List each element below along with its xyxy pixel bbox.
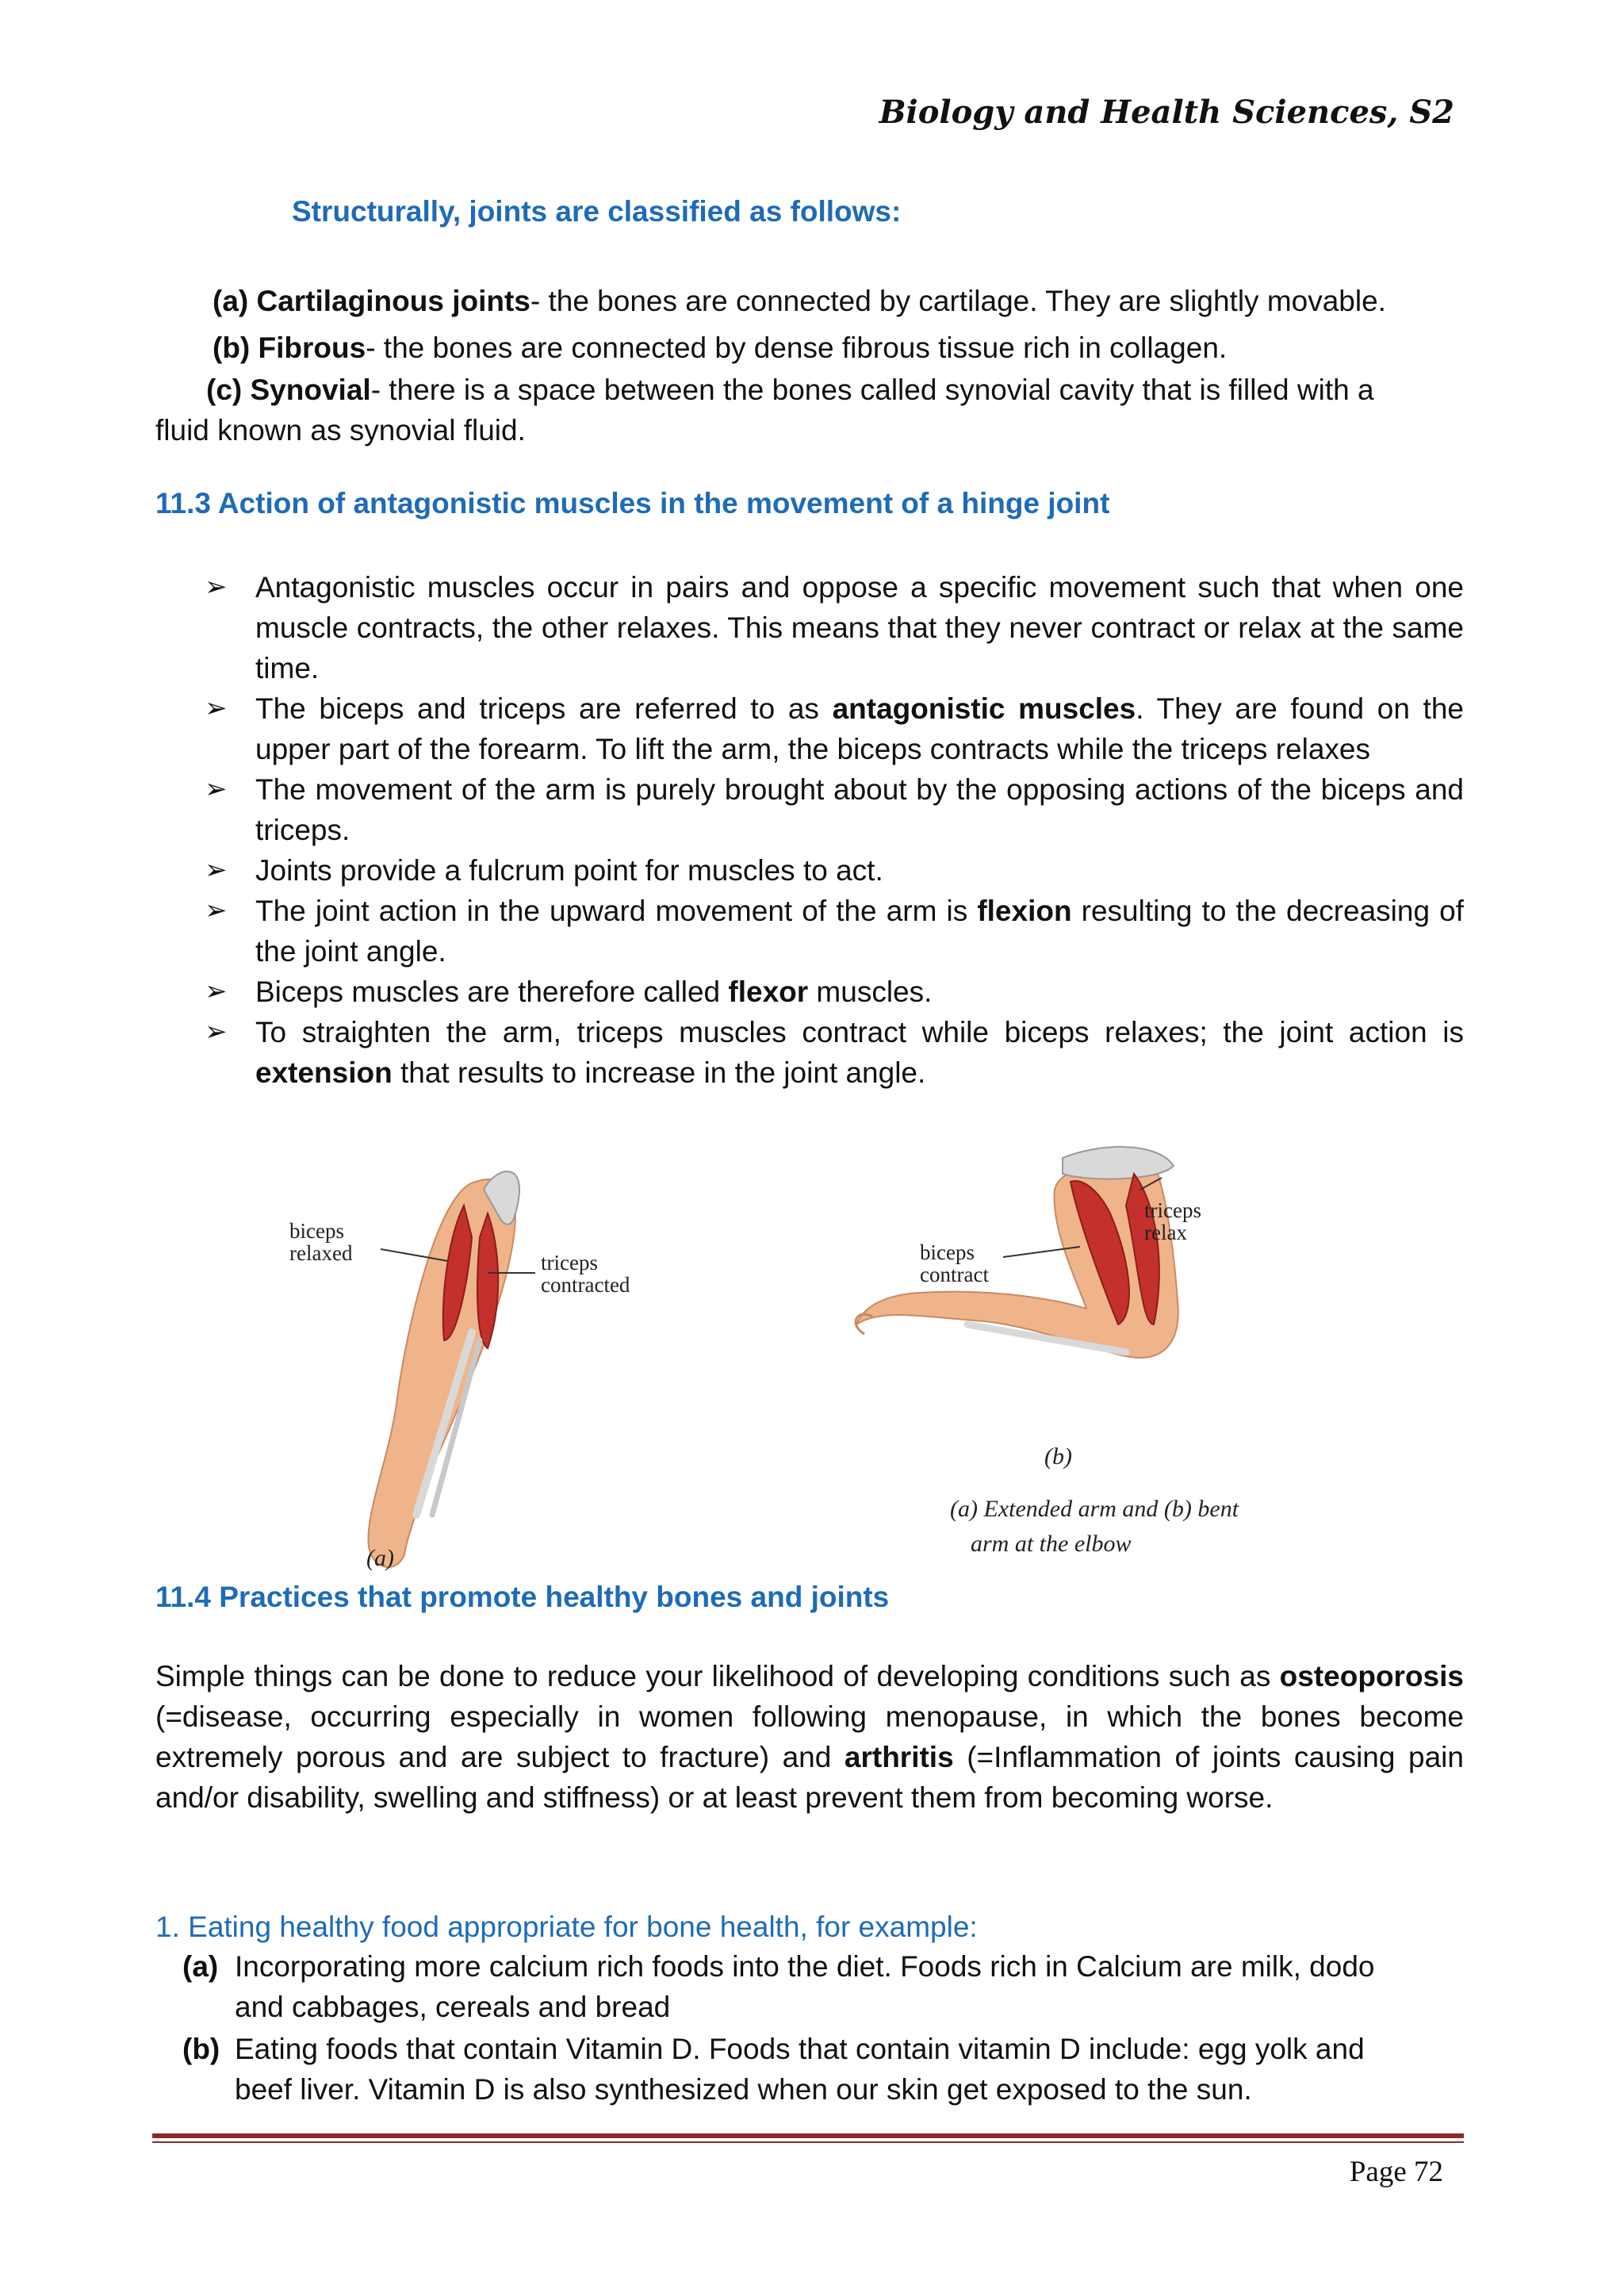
label-line: relaxed — [289, 1241, 353, 1265]
paragraph-text: (=disease, occurring especially in women following menopause, in which the bones become extremely porous and are subject to fracture) and — [155, 1700, 1464, 1773]
class-item-c-label: (c) Synovial — [206, 374, 371, 406]
figure-b-tag: (b) — [1044, 1443, 1072, 1470]
food-item-b-text: Eating foods that contain Vitamin D. Foods that contain vitamin D include: egg yolk and beef liver. Vitamin D is also synthesized when our skin get exposed to the sun. — [235, 2033, 1365, 2106]
health-paragraph — [155, 1656, 1464, 1818]
bullet-text: . They are found on the upper part of the forearm. To lift the arm, the biceps contracts while the triceps relaxes — [255, 692, 1464, 765]
page-number: Page 72 — [1349, 2156, 1443, 2188]
class-item-a-label: (a) Cartilaginous joints — [213, 285, 530, 317]
food-item-b — [182, 2029, 1427, 2110]
class-item-a — [213, 281, 1386, 321]
bullet-bold-term: flexor — [728, 976, 809, 1008]
list-item — [205, 688, 1464, 769]
label-triceps-relax — [1144, 1199, 1201, 1244]
bullet-text: resulting to the decreasing of the joint angle. — [255, 895, 1464, 968]
bullet-text: The biceps and triceps are referred to as — [255, 692, 833, 725]
label-biceps-relaxed — [289, 1220, 352, 1264]
bent-arm-illustration — [825, 1126, 1269, 1451]
bullet-text: that results to increase in the joint angle. — [392, 1056, 926, 1089]
class-item-a-text: - the bones are connected by cartilage. They are slightly movable. — [530, 285, 1386, 317]
bullet-bold-term: antagonistic muscles — [832, 692, 1136, 725]
arrow-bullet-icon: ➢ — [205, 854, 228, 886]
class-item-b-text: - the bones are connected by dense fibrous tissue rich in collagen. — [366, 332, 1228, 364]
label-line: triceps — [1144, 1198, 1201, 1222]
label-line: biceps — [289, 1219, 344, 1243]
class-item-b-label: (b) Fibrous — [213, 332, 366, 364]
bullet-text: Joints provide a fulcrum point for muscles to act. — [255, 854, 883, 887]
sub-heading-eating-healthy: 1. Eating healthy food appropriate for bone health, for example: — [155, 1911, 978, 1943]
food-item-b-label: (b) — [182, 2033, 220, 2065]
paragraph-text: Simple things can be done to reduce your likelihood of developing conditions such as — [155, 1660, 1280, 1692]
label-line: contract — [920, 1263, 989, 1286]
term-arthritis: arthritis — [844, 1741, 954, 1773]
bullet-text: muscles. — [808, 976, 933, 1008]
bullet-bold-term: extension — [255, 1056, 393, 1089]
section-11-3-heading: 11.3 Action of antagonistic muscles in the movement of a hinge joint — [155, 487, 1110, 519]
list-item — [205, 891, 1464, 972]
food-item-a-text: Incorporating more calcium rich foods into the diet. Foods rich in Calcium are milk, dodo and cabbages, cereals and bread — [235, 1950, 1375, 2023]
figure-a-tag: (a) — [366, 1545, 394, 1571]
bullet-text: Biceps muscles are therefore called — [255, 976, 729, 1008]
bullet-list — [205, 567, 1464, 1093]
footer-rule-thin — [152, 2141, 1464, 2143]
bullet-text: To straighten the arm, triceps muscles contract while biceps relaxes; the joint action is — [255, 1016, 1464, 1048]
term-osteoporosis: osteoporosis — [1279, 1660, 1464, 1692]
list-item — [205, 972, 1464, 1012]
arrow-bullet-icon: ➢ — [205, 1016, 228, 1048]
figure-caption-line-2: arm at the elbow — [971, 1531, 1132, 1557]
list-item — [205, 850, 1464, 891]
arrow-bullet-icon: ➢ — [205, 895, 228, 926]
label-line: triceps — [541, 1251, 598, 1274]
classification-heading: Structurally, joints are classified as follows: — [292, 195, 902, 228]
class-item-c — [206, 370, 1374, 410]
paragraph-text: (=Inflammation of joints causing pain and/or disability, swelling and stiffness) or at least prevent them from becoming worse. — [155, 1741, 1464, 1814]
bullet-text: The movement of the arm is purely brought about by the opposing actions of the biceps and triceps. — [255, 773, 1464, 846]
label-line: contracted — [541, 1273, 630, 1297]
label-triceps-contracted — [541, 1251, 630, 1296]
extended-arm-illustration — [278, 1142, 690, 1586]
bullet-bold-term: flexion — [977, 895, 1072, 927]
label-biceps-contract — [920, 1241, 989, 1286]
class-item-b — [213, 328, 1227, 368]
arrow-bullet-icon: ➢ — [205, 773, 228, 805]
section-11-4-heading: 11.4 Practices that promote healthy bones and joints — [155, 1581, 890, 1613]
footer-rule-thick — [152, 2133, 1464, 2138]
list-item — [205, 1012, 1464, 1093]
food-item-a-label: (a) — [182, 1950, 219, 1983]
list-item — [205, 567, 1464, 688]
label-line: biceps — [920, 1240, 975, 1264]
class-item-c-continued: fluid known as synovial fluid. — [155, 414, 526, 447]
running-header: Biology and Health Sciences, S2 — [879, 94, 1454, 131]
list-item — [205, 769, 1464, 850]
arrow-bullet-icon: ➢ — [205, 692, 228, 724]
bullet-text: Antagonistic muscles occur in pairs and oppose a specific movement such that when one muscle contracts, the other relaxes. This means that they never contract or relax at the same time. — [255, 571, 1464, 684]
arrow-bullet-icon: ➢ — [205, 571, 228, 603]
label-line: relax — [1144, 1221, 1187, 1244]
class-item-c-text: - there is a space between the bones called synovial cavity that is filled with a — [370, 374, 1374, 406]
arrow-bullet-icon: ➢ — [205, 976, 228, 1007]
bullet-text: The joint action in the upward movement of the arm is — [255, 895, 978, 927]
food-item-a — [182, 1946, 1427, 2027]
figure-caption-line-1: (a) Extended arm and (b) bent — [950, 1496, 1239, 1522]
